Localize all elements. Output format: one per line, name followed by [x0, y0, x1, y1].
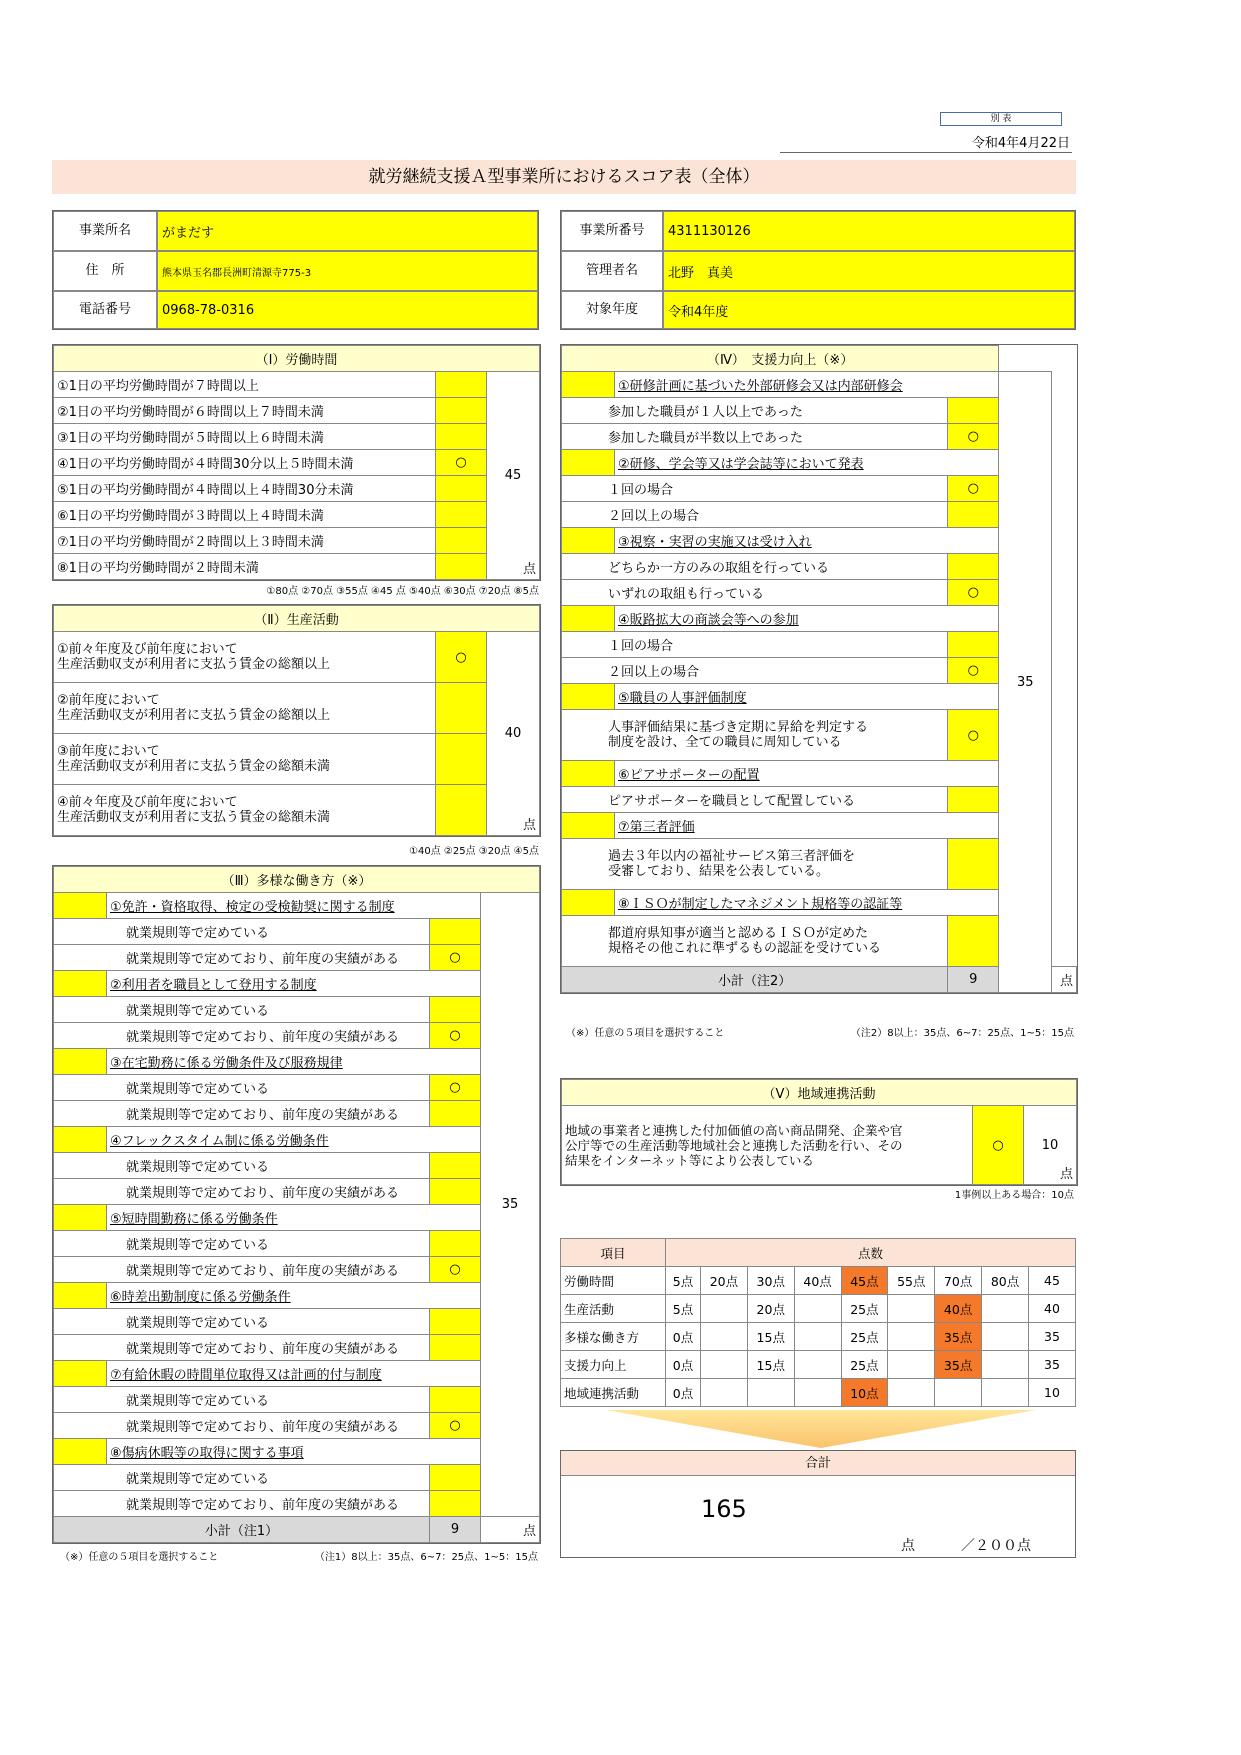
score-option: 15点: [747, 1351, 794, 1379]
group-title: ③視察・実習の実施又は受け入れ: [615, 528, 999, 554]
score-option: 35点: [935, 1351, 982, 1379]
list-item: ②1日の平均労働時間が６時間以上７時間未満: [54, 398, 436, 424]
option-row: [562, 787, 948, 813]
score-option: [794, 1323, 841, 1351]
list-item-line2: 生産活動収支が利用者に支払う賃金の総額以上: [57, 708, 331, 723]
option-row: [54, 997, 430, 1023]
score-option: 40点: [794, 1267, 841, 1295]
option-row: [562, 580, 948, 606]
option-label: ピアサポーターを職員として配置している: [608, 794, 856, 809]
option-label: 就業規則等で定めており、前年度の実績がある: [126, 1186, 400, 1201]
check-cell[interactable]: [436, 372, 487, 398]
score-option: [747, 1379, 794, 1407]
list-item: ⑦1日の平均労働時間が２時間以上３時間未満: [54, 528, 436, 554]
score-option: 80点: [982, 1267, 1029, 1295]
regional-description: [562, 1106, 973, 1185]
option-row: [562, 424, 948, 450]
option-row: [54, 1023, 430, 1049]
group-marker: [54, 1127, 107, 1153]
option-row: [54, 919, 430, 945]
check-cell[interactable]: ○: [436, 632, 487, 683]
option-label: 都道府県知事が適当と認めるＩＳＯが定めた: [608, 926, 869, 941]
group-marker: [54, 893, 107, 919]
unit: 点: [1052, 967, 1077, 993]
option-row: [562, 398, 948, 424]
unit: 点: [522, 562, 536, 577]
check-cell[interactable]: [430, 1465, 481, 1491]
check-cell[interactable]: [430, 997, 481, 1023]
score-option: 0点: [666, 1323, 701, 1351]
score: 35: [501, 1197, 519, 1212]
group-title: ⑥時差出勤制度に係る労働条件: [107, 1283, 481, 1309]
option-label: 就業規則等で定めている: [126, 1004, 270, 1019]
option-label: １回の場合: [608, 639, 674, 654]
regional-line1: 地域の事業者と連携した付加価値の高い商品開発、企業や官: [565, 1122, 903, 1138]
unit: 点: [522, 818, 536, 833]
score-option: [982, 1323, 1029, 1351]
group-title: ⑦有給休暇の時間単位取得又は計画的付与制度: [107, 1361, 481, 1387]
score-total: 40: [1029, 1295, 1076, 1323]
group-marker: [562, 890, 615, 916]
score: 40: [504, 726, 522, 741]
list-item: ③1日の平均労働時間が５時間以上６時間未満: [54, 424, 436, 450]
score-option: 45点: [841, 1267, 888, 1295]
check-cell[interactable]: ○: [973, 1106, 1024, 1185]
info-left: [52, 210, 539, 330]
list-item-line1: ②前年度において: [57, 693, 160, 708]
list-item-line1: ①前々年度及び前年度において: [57, 642, 238, 657]
group-marker: [562, 528, 615, 554]
list-item: ⑥1日の平均労働時間が３時間以上４時間未満: [54, 502, 436, 528]
list-item: [54, 785, 436, 836]
page-title: 就労継続支援Ａ型事業所におけるスコア表（全体）: [52, 160, 1076, 194]
check-cell[interactable]: [436, 528, 487, 554]
check-cell[interactable]: [948, 554, 999, 580]
group-marker: [54, 1361, 107, 1387]
check-cell[interactable]: [430, 1491, 481, 1517]
option-row: [54, 1335, 430, 1361]
option-row: [54, 945, 430, 971]
check-cell[interactable]: ○: [948, 424, 999, 450]
list-item: ⑤1日の平均労働時間が４時間以上４時間30分未満: [54, 476, 436, 502]
score-cell: [487, 632, 540, 836]
score-row-label: 多様な働き方: [561, 1323, 666, 1351]
subtotal-label: 小計（注2）: [562, 967, 948, 993]
score-option: [888, 1379, 935, 1407]
check-cell[interactable]: ○: [430, 1413, 481, 1439]
sec5-note: 1事例以上ある場合：10点: [954, 1190, 1074, 1201]
check-cell[interactable]: [948, 632, 999, 658]
office-no: 4311130126: [663, 211, 1075, 251]
sec2-note: ①40点 ②25点 ③20点 ④5点: [409, 846, 539, 857]
section-regional: [560, 1078, 1078, 1186]
list-item: ④1日の平均労働時間が４時間30分以上５時間未満: [54, 450, 436, 476]
option-row: [54, 1491, 430, 1517]
check-cell[interactable]: [436, 502, 487, 528]
score-option: [794, 1379, 841, 1407]
group-marker: [54, 1283, 107, 1309]
score-option: [982, 1351, 1029, 1379]
option-row: [562, 658, 948, 684]
subtotal-value: 9: [430, 1517, 481, 1543]
group-title: ⑥ピアサポーターの配置: [615, 761, 999, 787]
check-cell[interactable]: [948, 916, 999, 967]
section-title: （Ⅱ）生産活動: [54, 606, 540, 632]
phone-label: 電話番号: [53, 291, 157, 329]
score-option: 20点: [700, 1267, 747, 1295]
check-cell[interactable]: [430, 1231, 481, 1257]
year-label: 対象年度: [561, 291, 663, 329]
down-arrow-icon: [606, 1410, 1036, 1450]
total-unit: 点: [901, 1538, 915, 1554]
group-title: ②研修、学会等又は学会誌等において発表: [615, 450, 999, 476]
score-option: [700, 1351, 747, 1379]
score-option: 10点: [841, 1379, 888, 1407]
check-cell[interactable]: [430, 1309, 481, 1335]
section-title: （Ⅴ）地域連携活動: [562, 1080, 1077, 1106]
office-no-label: 事業所番号: [561, 211, 663, 251]
check-cell[interactable]: [430, 1179, 481, 1205]
option-row: [54, 1153, 430, 1179]
check-cell[interactable]: [430, 919, 481, 945]
score-total: 10: [1029, 1379, 1076, 1407]
option-row: [562, 710, 948, 761]
check-cell[interactable]: [430, 1387, 481, 1413]
total-value: 165: [701, 1495, 747, 1523]
group-marker: [562, 813, 615, 839]
section-working-hours: [52, 344, 541, 581]
check-cell[interactable]: ○: [430, 1075, 481, 1101]
total-label: 合計: [561, 1451, 1075, 1476]
option-label: ２回以上の場合: [608, 665, 700, 680]
option-label: 就業規則等で定めている: [126, 1160, 270, 1175]
address-label: 住 所: [53, 251, 157, 291]
group-marker: [562, 372, 615, 398]
option-label: 就業規則等で定めており、前年度の実績がある: [126, 1420, 400, 1435]
section-title: （Ⅰ）労働時間: [54, 346, 540, 372]
check-cell[interactable]: ○: [948, 580, 999, 606]
option-row: [54, 1231, 430, 1257]
score-option: 70点: [935, 1267, 982, 1295]
option-row: [54, 1179, 430, 1205]
option-row: [562, 916, 948, 967]
section-title: （Ⅳ） 支援力向上（※）: [562, 346, 999, 372]
check-cell[interactable]: ○: [948, 658, 999, 684]
option-label: 就業規則等で定めている: [126, 1394, 270, 1409]
check-cell[interactable]: ○: [948, 710, 999, 761]
option-label: 就業規則等で定めており、前年度の実績がある: [126, 1030, 400, 1045]
group-title: ①免許・資格取得、検定の受検勧奨に関する制度: [107, 893, 481, 919]
option-row: [54, 1387, 430, 1413]
score-option: [700, 1323, 747, 1351]
date-underline: [780, 152, 1072, 153]
score-row-label: 生産活動: [561, 1295, 666, 1323]
list-item-line2: 生産活動収支が利用者に支払う賃金の総額未満: [57, 759, 331, 774]
option-label: 過去３年以内の福祉サービス第三者評価を: [608, 849, 856, 864]
section-support-capacity: [560, 344, 1078, 994]
check-cell[interactable]: ○: [430, 1257, 481, 1283]
option-row: [54, 1413, 430, 1439]
score-cell: [487, 372, 540, 580]
score-option: 25点: [841, 1351, 888, 1379]
score-option: 0点: [666, 1351, 701, 1379]
option-label: ２回以上の場合: [608, 509, 700, 524]
option-label: 就業規則等で定めており、前年度の実績がある: [126, 1108, 400, 1123]
score-option: 30点: [747, 1267, 794, 1295]
group-title: ①研修計画に基づいた外部研修会又は内部研修会: [615, 372, 999, 398]
option-label: 就業規則等で定めており、前年度の実績がある: [126, 1342, 400, 1357]
score-cell: [481, 893, 540, 1517]
sec3-note-right: （注1）8以上：35点、6~7：25点、1~5：15点: [314, 1552, 538, 1563]
option-label-line2: 受審しており、結果を公表している。: [608, 864, 830, 879]
year: 令和4年度: [663, 291, 1075, 329]
group-title: ④フレックスタイム制に係る労働条件: [107, 1127, 481, 1153]
score-row-label: 労働時間: [561, 1267, 666, 1295]
check-cell[interactable]: [436, 683, 487, 734]
score-option: [700, 1379, 747, 1407]
option-label: いずれの取組も行っている: [608, 587, 765, 602]
group-marker: [562, 761, 615, 787]
option-label: 就業規則等で定めている: [126, 926, 270, 941]
col-header-item: 項目: [561, 1239, 666, 1267]
score-option: 55点: [888, 1267, 935, 1295]
annex-tag: 別 表: [940, 112, 1062, 126]
section-diverse-work: [52, 865, 541, 1544]
date: 令和4年4月22日: [971, 136, 1070, 151]
check-cell[interactable]: [430, 1101, 481, 1127]
check-cell[interactable]: ○: [948, 476, 999, 502]
check-cell[interactable]: ○: [430, 945, 481, 971]
option-label: 就業規則等で定めている: [126, 1316, 270, 1331]
option-row: [54, 1257, 430, 1283]
check-cell[interactable]: [430, 1153, 481, 1179]
score-row-label: 支援力向上: [561, 1351, 666, 1379]
score-option: [982, 1379, 1029, 1407]
option-label: 就業規則等で定めており、前年度の実績がある: [126, 1264, 400, 1279]
check-cell[interactable]: [948, 787, 999, 813]
score-option: 35点: [935, 1323, 982, 1351]
group-marker: [54, 1049, 107, 1075]
sec3-note-left: （※）任意の５項目を選択すること: [60, 1552, 219, 1563]
info-right: [560, 210, 1076, 330]
option-label: １回の場合: [608, 483, 674, 498]
check-cell[interactable]: [436, 554, 487, 580]
check-cell[interactable]: [430, 1335, 481, 1361]
score: 10: [1041, 1137, 1059, 1153]
group-title: ⑤短時間勤務に係る労働条件: [107, 1205, 481, 1231]
list-item: ①1日の平均労働時間が７時間以上: [54, 372, 436, 398]
total-max: ／２００点: [961, 1538, 1031, 1554]
option-row: [54, 1101, 430, 1127]
score-option: 5点: [666, 1267, 701, 1295]
group-title: ⑦第三者評価: [615, 813, 999, 839]
sec4-note-left: （※）任意の５項目を選択すること: [566, 1028, 725, 1039]
option-row: [562, 554, 948, 580]
score-total: 45: [1029, 1267, 1076, 1295]
option-label: どちらか一方のみの取組を行っている: [608, 561, 830, 576]
group-title: ⑧傷病休暇等の取得に関する事項: [107, 1439, 481, 1465]
unit: 点: [1059, 1167, 1073, 1182]
score-total: 35: [1029, 1323, 1076, 1351]
list-item-line1: ③前年度において: [57, 744, 160, 759]
check-cell[interactable]: [436, 734, 487, 785]
group-title: ④販路拡大の商談会等への参加: [615, 606, 999, 632]
check-cell[interactable]: ○: [430, 1023, 481, 1049]
option-label: 就業規則等で定めており、前年度の実績がある: [126, 1498, 400, 1513]
section-production: [52, 604, 541, 837]
list-item: [54, 734, 436, 785]
manager: 北野 真美: [663, 251, 1075, 291]
office-name: がまだす: [157, 211, 538, 251]
group-title: ⑧ＩＳＯが制定したマネジメント規格等の認証等: [615, 890, 999, 916]
score-option: 15点: [747, 1323, 794, 1351]
subtotal-value: 9: [948, 967, 999, 993]
score-row-label: 地域連携活動: [561, 1379, 666, 1407]
subtotal-label: 小計（注1）: [54, 1517, 430, 1543]
check-cell[interactable]: [436, 476, 487, 502]
score-option: [794, 1295, 841, 1323]
check-cell[interactable]: [436, 398, 487, 424]
unit: 点: [481, 1517, 540, 1543]
option-label: 就業規則等で定めている: [126, 1472, 270, 1487]
score-option: [982, 1295, 1029, 1323]
check-cell[interactable]: [436, 785, 487, 836]
score-summary: [560, 1238, 1076, 1407]
option-label: 就業規則等で定めている: [126, 1238, 270, 1253]
option-row: [562, 476, 948, 502]
score-cell: [999, 372, 1052, 993]
total-box: [560, 1450, 1076, 1558]
list-item: [54, 683, 436, 734]
list-item: [54, 632, 436, 683]
score-option: 25点: [841, 1323, 888, 1351]
check-cell[interactable]: [436, 424, 487, 450]
list-item-line2: 生産活動収支が利用者に支払う賃金の総額以上: [57, 657, 331, 672]
section-title: （Ⅲ）多様な働き方（※）: [54, 867, 540, 893]
group-title: ②利用者を職員として登用する制度: [107, 971, 481, 997]
group-marker: [562, 450, 615, 476]
score-option: 20点: [747, 1295, 794, 1323]
option-row: [562, 502, 948, 528]
option-label: 就業規則等で定めている: [126, 1082, 270, 1097]
check-cell[interactable]: [948, 398, 999, 424]
regional-line3: 結果をインターネット等により公表している: [565, 1152, 814, 1168]
score-option: [794, 1351, 841, 1379]
score-total: 35: [1029, 1351, 1076, 1379]
score-option: 40点: [935, 1295, 982, 1323]
score-option: 25点: [841, 1295, 888, 1323]
option-row: [54, 1465, 430, 1491]
address: 熊本県玉名郡長洲町清源寺775-3: [157, 251, 538, 291]
list-item-line1: ④前々年度及び前年度において: [57, 795, 238, 810]
sec4-note-right: （注2）8以上：35点、6~7：25点、1~5：15点: [850, 1028, 1074, 1039]
option-label: 参加した職員が半数以上であった: [608, 431, 803, 446]
score-option: 5点: [666, 1295, 701, 1323]
score: 45: [504, 468, 522, 483]
score-option: 0点: [666, 1379, 701, 1407]
score: 35: [1017, 674, 1034, 690]
option-row: [562, 632, 948, 658]
col-header-points: 点数: [666, 1239, 1076, 1267]
manager-label: 管理者名: [561, 251, 663, 291]
check-cell[interactable]: ○: [436, 450, 487, 476]
group-marker: [562, 606, 615, 632]
check-cell[interactable]: [948, 502, 999, 528]
option-row: [562, 839, 948, 890]
group-marker: [54, 1205, 107, 1231]
list-item: ⑧1日の平均労働時間が２時間未満: [54, 554, 436, 580]
score-option: [935, 1379, 982, 1407]
group-title: ③在宅勤務に係る労働条件及び服務規律: [107, 1049, 481, 1075]
check-cell[interactable]: [948, 839, 999, 890]
office-name-label: 事業所名: [53, 211, 157, 251]
regional-line2: 公庁等での生産活動等地域社会と連携した活動を行い、その: [565, 1137, 903, 1153]
score-option: [700, 1295, 747, 1323]
option-label-line2: 規格その他これに準ずるもの認証を受けている: [608, 941, 882, 956]
score-cell: [1024, 1106, 1077, 1185]
phone: 0968-78-0316: [157, 291, 538, 329]
option-label: 人事評価結果に基づき定期に昇給を判定する: [608, 720, 869, 735]
sec1-note: ①80点 ②70点 ③55点 ④45 点 ⑤40点 ⑥30点 ⑦20点 ⑧5点: [266, 586, 539, 597]
list-item-line2: 生産活動収支が利用者に支払う賃金の総額未満: [57, 810, 331, 825]
group-marker: [54, 971, 107, 997]
score-option: [888, 1295, 935, 1323]
option-row: [54, 1075, 430, 1101]
score-option: [888, 1323, 935, 1351]
group-marker: [54, 1439, 107, 1465]
option-row: [54, 1309, 430, 1335]
group-title: ⑤職員の人事評価制度: [615, 684, 999, 710]
group-marker: [562, 684, 615, 710]
option-label: 就業規則等で定めており、前年度の実績がある: [126, 952, 400, 967]
option-label-line2: 制度を設け、全ての職員に周知している: [608, 735, 842, 750]
option-label: 参加した職員が１人以上であった: [608, 405, 803, 420]
score-option: [888, 1351, 935, 1379]
